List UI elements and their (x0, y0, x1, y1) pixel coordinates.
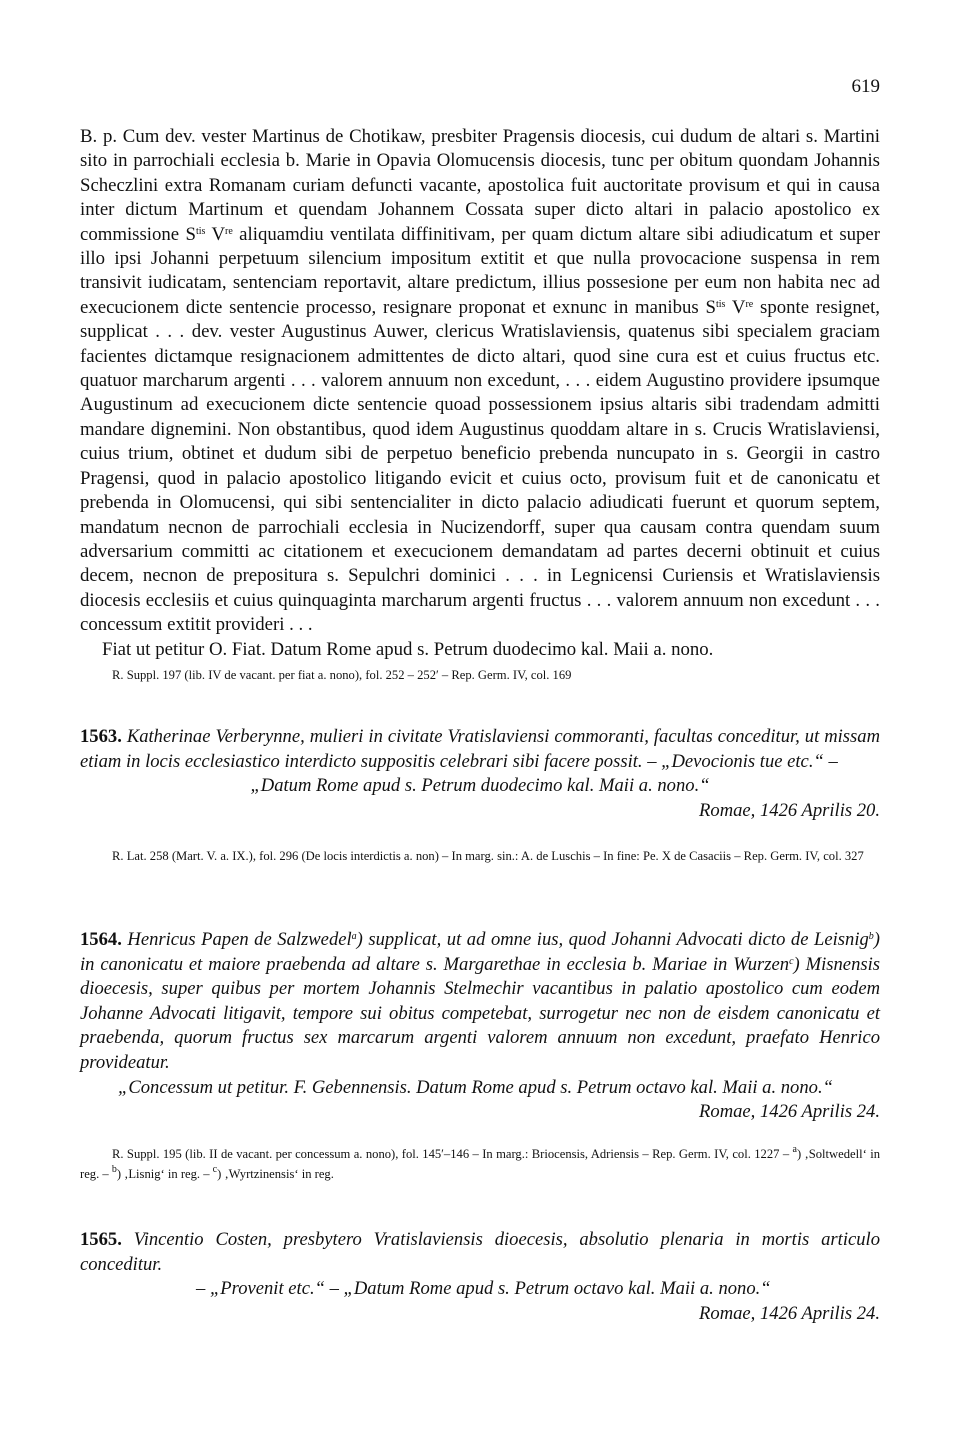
entry-text (80, 1228, 880, 1277)
entry-body: ) supplicat, ut ad omne ius, quod Johanni Advocati dicto de Leisnig (356, 929, 869, 950)
entry-body: Vincentio Costen, presbytero Vratislaviensis dioecesis, absolutio plenaria in mortis articulo conceditur. (80, 1229, 880, 1275)
fiat-line: Fiat ut petitur O. Fiat. Datum Rome apud s. Petrum duodecimo kal. Maii a. nono. (102, 638, 714, 660)
footnote-marker: c (212, 1164, 218, 1175)
entry-1564 (80, 928, 880, 1125)
text-segment: ) ‚Wyrtzinensis‘ in reg. (217, 1167, 334, 1181)
entry-1565 (80, 1228, 880, 1326)
superscript: tis (715, 298, 726, 310)
continued-entry (80, 125, 880, 662)
superscript: re (225, 225, 233, 237)
text-segment: ) ‚Soltwedell‘ in reg. – (80, 1147, 880, 1181)
source-note: R. Suppl. 197 (lib. IV de vacant. per fiat a. nono), fol. 252 – 252′ – Rep. Germ. IV, col. 169 (112, 668, 572, 682)
text-segment: aliquamdiu ventilata diffinitivam, per quam dictum altare sibi adiudicatum et super illo ipsi Johanni perpetuum silencium impositum extitit et que nulla provocacione suspensa in rem transivit iudicatam, sentenciam reportavit, altare predictum, illius possesione per eum non habita nec ad execucionem dicte sentencie processo, resignare proponat et exnunc in manibus S (80, 223, 880, 318)
source-note (80, 1144, 880, 1184)
entry-number: 1565. (80, 1229, 122, 1250)
text-segment: R. Suppl. 195 (lib. II de vacant. per concessum a. nono), fol. 145′–146 – In marg.: Briocensis, Adriensis – Rep. Germ. IV, col. 1227 – (112, 1147, 793, 1161)
source-note: R. Lat. 258 (Mart. V. a. IX.), fol. 296 (De locis interdictis a. non) – In marg. sin.: A. de Luschis – In fine: Pe. X de Casaciis – Rep. Germ. IV, col. 327 (112, 849, 864, 863)
entry-quote: – „Provenit etc.“ – „Datum Rome apud s. Petrum octavo kal. Maii a. nono.“ (196, 1278, 771, 1300)
footnote-marker: b (111, 1164, 117, 1175)
superscript: tis (195, 225, 206, 237)
footnote-marker: a (792, 1144, 797, 1155)
footnote-marker: c (789, 955, 794, 967)
footnote-marker: b (868, 931, 874, 942)
entry-date: Romae, 1426 Aprilis 24. (699, 1302, 880, 1324)
text-segment: B. p. Cum dev. vester Martinus de Chotikaw, presbiter Pragensis diocesis, cui dudum de altari s. Martini sito in parrochiali ecclesia b. Marie in Opavia Olomucensis diocesis, tunc per obitum quondam Johannis Scheczlini extra Romanam curiam defuncti vacante, apostolica fuit auctoritate provisum et qui in causa inter dictum Martinum et quendam Johannem Cossata super dicto altari in palacio apostolico ex commissione S (80, 126, 880, 245)
superscript: re (745, 298, 754, 310)
entry-text (80, 725, 880, 774)
entry-quote: „Concessum ut petitur. F. Gebennensis. Datum Rome apud s. Petrum octavo kal. Maii a. nono.“ (118, 1076, 833, 1098)
text-segment: V (205, 223, 226, 245)
entry-body: Henricus Papen de Salzwedel (127, 929, 352, 950)
entry-date: Romae, 1426 Aprilis 24. (699, 1101, 880, 1123)
entry-body: ) in canonicatu et maiore praebenda ad altare s. Margarethae in ecclesia b. Mariae in Wurzen (80, 929, 880, 975)
entry-text (80, 928, 880, 1076)
page-number: 619 (851, 76, 880, 97)
text-segment: sponte resignet, supplicat . . . dev. vester Augustinus Auwer, clericus Wratislaviensis, quatenus sibi specialem graciam facientes dictamque resignacionem admittentes de dicto altari, quod sine cura est et cuius fructus etc. quatuor marcharum argenti . . . valorem annuum non excedunt, . . . eidem Augustino providere ipsumque Augustinum ad execucionem dicte sentencie quoad possessionem ipsius altaris sibi tradendam admitti mandare dignemini. Non obstantibus, quod idem Augustinus quoddam altare in s. Crucis Wratislaviensi, cuius trium, obtinet et dudum sibi de perpetuo beneficio prebenda nuncupato in s. Georgii in castro Pragensi, quod in palacio apostolico litigando evicit et cuius octo, provisum fuit et de canonicatu et prebenda in Olomucensi, qui sibi sentencialiter in dicto palacio adiudicati fuerunt et quorum septem, mandatum necnon de parrochiali ecclesia in Nucizendorff, super qua causam contra quendam suum adversarium committi ac citationem et execucionem demandatam ad partes decerni obtinuit et cuius decem, necnon de prepositura s. Sepulchri dominici . . . in Legnicensi Curiensis et Wratislaviensis diocesis ecclesiis et cuius quinquaginta marcharum argenti fructus . . . valorem annuum non excedunt . . . concessum extitit provideri . . . (80, 296, 881, 636)
entry-1563 (80, 725, 880, 823)
entry-body: ) Misnensis dioecesis, super quibus per mortem Johannis Stelmechir vacantibus in palatio apostolico cum eodem Johanne Advocati litigavit, tempore sui obitus competebat, surrogetur nec non de eisdem canonicatu et praebenda, quorum fructus sex marcarum argenti valorem annuum non excedunt, praefato Henrico provideatur. (80, 953, 880, 1073)
text-segment: V (725, 296, 746, 318)
entry-date: Romae, 1426 Aprilis 20. (699, 799, 880, 821)
entry-number: 1563. (80, 726, 122, 747)
entry-number: 1564. (80, 929, 122, 950)
text-segment: ) ‚Lisnig‘ in reg. – (116, 1167, 213, 1181)
continued-entry-paragraph (80, 125, 880, 638)
footnote-marker: a (351, 931, 357, 942)
entry-quote: „Datum Rome apud s. Petrum duodecimo kal. Maii a. nono.“ (250, 775, 710, 797)
entry-body: Katherinae Verberynne, mulieri in civitate Vratislaviensi commoranti, facultas conceditur, ut missam etiam in locis ecclesiastico interdicto suppositis celebrari sibi facere possit. – „Devocionis tue etc.“ – (80, 726, 880, 772)
